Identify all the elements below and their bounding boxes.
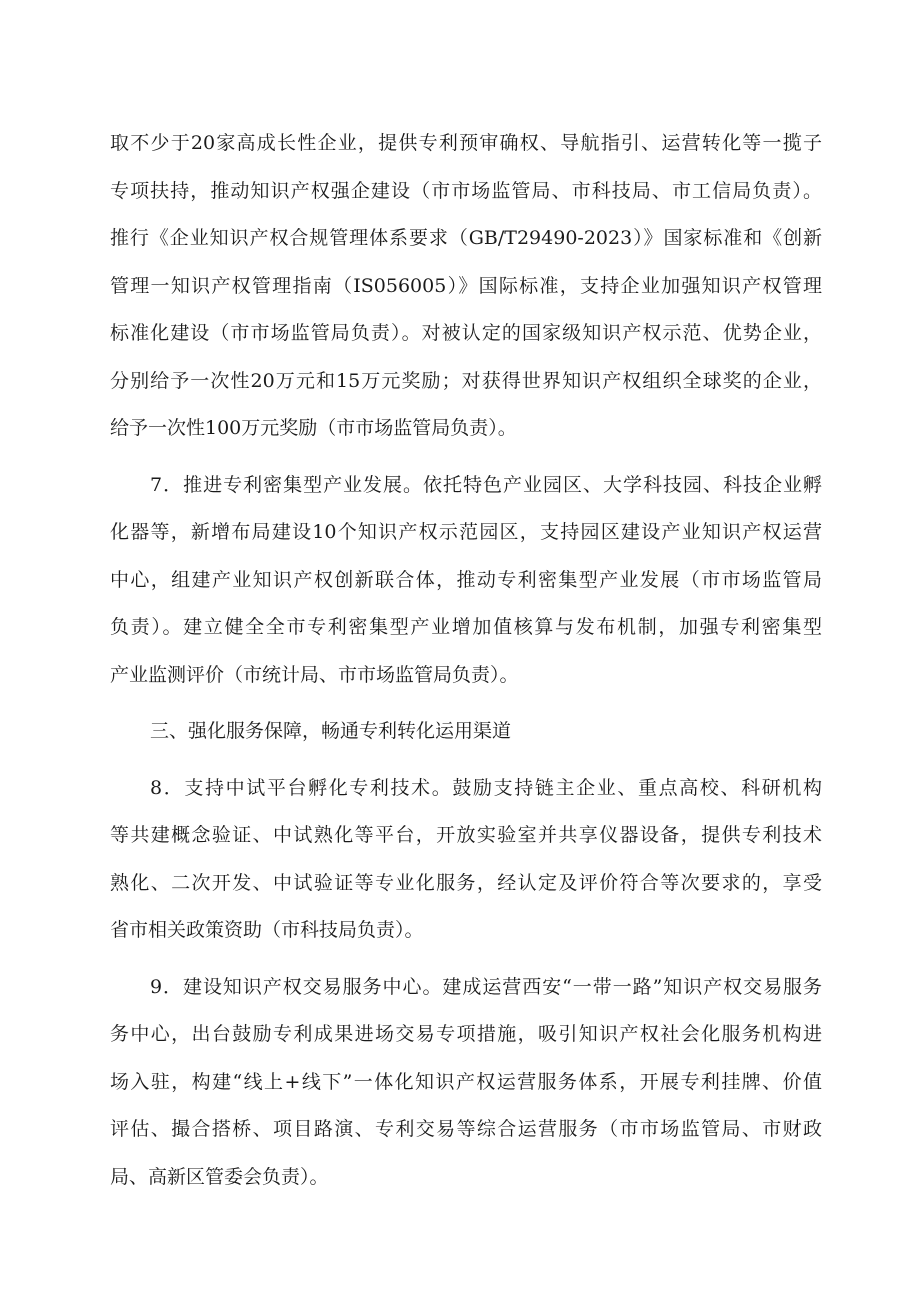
paragraph-line: 熟化、二次开发、中试验证等专业化服务，经认定及评价符合等次要求的，享受 [110,871,822,894]
paragraph-line: 标准化建设（市市场监管局负责）。对被认定的国家级知识产权示范、优势企业， [110,322,822,344]
paragraph-line: 管理一知识产权管理指南（IS056005）》国际标准，支持企业加强知识产权管理 [110,274,822,297]
paragraph-line: 产业监测评价（市统计局、市市场监管局负责）。 [110,663,519,686]
paragraph-9 [110,964,822,1202]
paragraph-line: 负责）。建立健全全市专利密集型产业增加值核算与发布机制，加强专利密集型 [110,616,822,638]
paragraph-line: 等共建概念验证、中试熟化等平台，开放实验室并共享仪器设备，提供专利技术 [110,824,822,846]
paragraph-line: 8．支持中试平台孵化专利技术。鼓励支持链主企业、重点高校、科研机构 [150,776,822,799]
paragraph-line: 9．建设知识产权交易服务中心。建成运营西安“一带一路”知识产权交易服务 [150,975,822,998]
paragraph-line: 7．推进专利密集型产业发展。依托特色产业园区、大学科技园、科技企业孵 [150,473,822,496]
paragraph-8 [110,765,822,955]
paragraph-line: 省市相关政策资助（市科技局负责）。 [110,919,424,941]
paragraph-line: 专项扶持，推动知识产权强企建设（市市场监管局、市科技局、市工信局负责）。 [110,179,822,202]
paragraph-1 [110,120,822,453]
paragraph-line: 务中心，出台鼓励专利成果进场交易专项措施，吸引知识产权社会化服务机构进 [110,1023,822,1045]
top-margin [110,0,822,120]
document-page [110,0,822,1201]
paragraph-line: 中心，组建产业知识产权创新联合体，推动专利密集型产业发展（市市场监管局 [110,568,822,591]
paragraph-line: 评估、撮合搭桥、项目路演、专利交易等综合运营服务（市市场监管局、市财政 [110,1118,822,1140]
paragraph-line: 取不少于20家高成长性企业，提供专利预审确权、导航指引、运营转化等一揽子 [110,132,822,154]
paragraph-line: 推行《企业知识产权合规管理体系要求（GB/T29490-2023）》国家标准和《创新 [110,227,822,249]
paragraph-line: 场入驻，构建“线上+线下”一体化知识产权运营服务体系，开展专利挂牌、价值 [110,1070,822,1093]
paragraph-line: 化器等，新增布局建设10个知识产权示范园区，支持园区建设产业知识产权运营 [110,521,822,543]
section-heading: 三、强化服务保障，畅通专利转化运用渠道 [150,720,512,742]
paragraph-line: 局、高新区管委会负责）。 [110,1165,329,1188]
paragraph-line: 给予一次性100万元奖励（市市场监管局负责）。 [110,417,517,439]
paragraph-line: 分别给予一次性20万元和15万元奖励；对获得世界知识产权组织全球奖的企业， [110,369,822,392]
paragraph-7 [110,462,822,700]
